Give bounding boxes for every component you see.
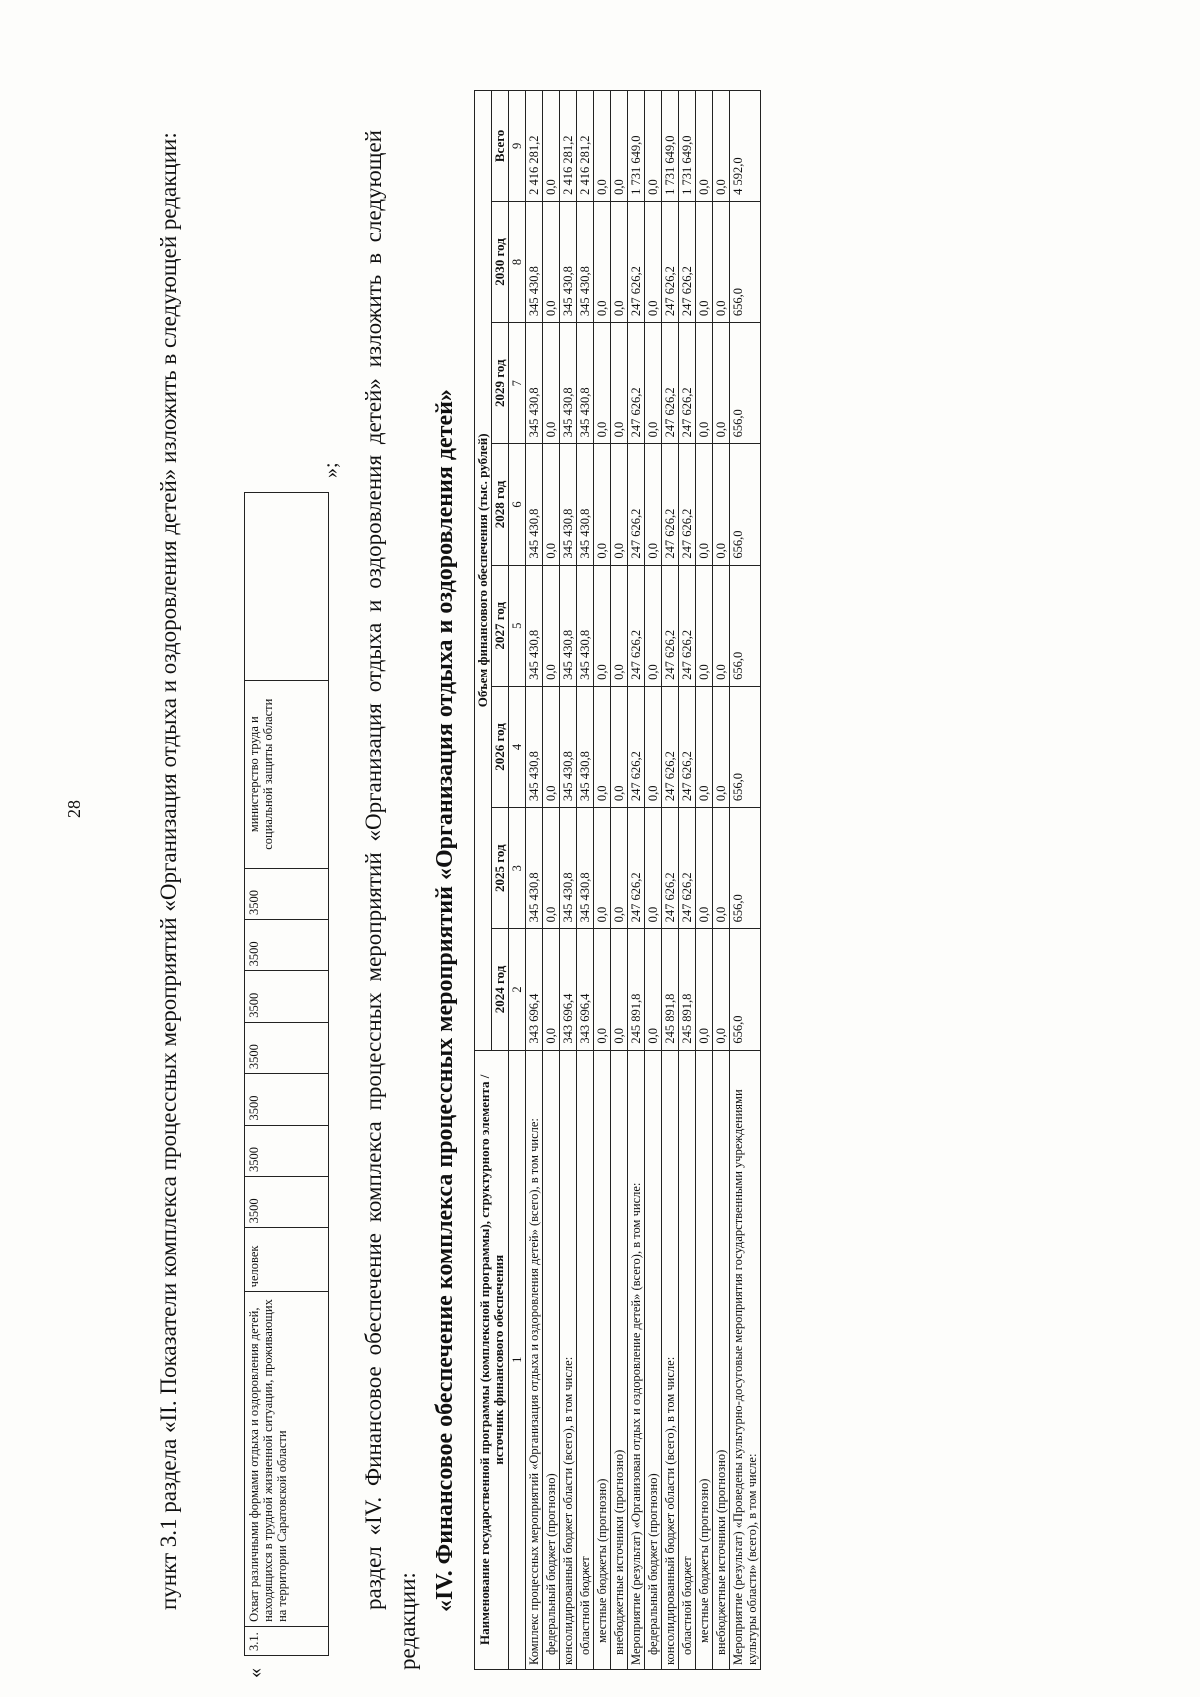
financing-table: [474, 90, 761, 1670]
row-total: 1 731 649,0: [628, 91, 645, 202]
table-row: [645, 91, 662, 1670]
row-value: 0,0: [543, 686, 560, 807]
row-value: 247 626,2: [679, 444, 696, 565]
row-value: 0,0: [611, 929, 628, 1050]
row-value: 0,0: [611, 808, 628, 929]
row-value: 0,0: [696, 201, 713, 322]
indicator-name: Охват различными формами отдыха и оздоровления детей, находящихся в трудной жизненной ситуации, проживающих на территории Саратовской области: [245, 1292, 329, 1627]
row-value: 0,0: [594, 686, 611, 807]
column-index: 5: [509, 565, 526, 686]
row-value: 0,0: [543, 323, 560, 444]
row-value: 0,0: [594, 444, 611, 565]
row-value: 345 430,8: [560, 444, 577, 565]
table-row: [662, 91, 679, 1670]
row-value: 0,0: [713, 808, 730, 929]
row-value: 0,0: [611, 686, 628, 807]
row-name: областной бюджет: [577, 1050, 594, 1669]
table-row: [628, 91, 645, 1670]
row-value: 0,0: [611, 565, 628, 686]
row-value: 343 696,4: [577, 929, 594, 1050]
table-row: [730, 91, 761, 1670]
row-value: 0,0: [713, 565, 730, 686]
indicator-value-2024: 3500: [245, 1176, 329, 1227]
row-value: 345 430,8: [526, 323, 543, 444]
row-value: 656,0: [730, 565, 761, 686]
row-total: 0,0: [645, 91, 662, 202]
header-total: Всего: [492, 91, 509, 202]
section-title: «IV. Финансовое обеспечение комплекса процессных мероприятий «Организация отдыха и оздоровления детей»: [432, 389, 458, 1612]
row-value: 345 430,8: [560, 323, 577, 444]
row-value: 345 430,8: [526, 444, 543, 565]
row-value: 345 430,8: [526, 565, 543, 686]
header-name: Наименование государственной программы (комплексной программы), структурного элемента / источник финансового обеспечения: [475, 1050, 509, 1669]
row-value: 0,0: [645, 686, 662, 807]
table-row: [594, 91, 611, 1670]
open-quote: «: [244, 1668, 266, 1678]
row-value: 345 430,8: [560, 686, 577, 807]
row-value: 0,0: [696, 808, 713, 929]
row-total: 0,0: [611, 91, 628, 202]
header-year: 2030 год: [492, 201, 509, 322]
column-index: 4: [509, 686, 526, 807]
paragraph-financing-text: раздел «IV. Финансовое обеспечение комплекса процессных мероприятий «Организация отдыха и оздоровления детей» изложить в следующей редакции:: [361, 130, 420, 1670]
row-value: 245 891,8: [662, 929, 679, 1050]
row-value: 247 626,2: [628, 201, 645, 322]
row-value: 345 430,8: [560, 201, 577, 322]
row-value: 343 696,4: [560, 929, 577, 1050]
indicator-unit: человек: [245, 1228, 329, 1292]
row-value: 245 891,8: [628, 929, 645, 1050]
row-total: 0,0: [713, 91, 730, 202]
row-value: 0,0: [594, 808, 611, 929]
row-value: 247 626,2: [662, 565, 679, 686]
row-value: 656,0: [730, 686, 761, 807]
row-name: Мероприятие (результат) «Проведены культурно-досуговые мероприятия государственными учреждениями культуры области» (всего), в том числе:: [730, 1050, 761, 1669]
row-value: 247 626,2: [628, 444, 645, 565]
row-value: 0,0: [594, 323, 611, 444]
indicator-value-2026: 3500: [245, 1074, 329, 1125]
column-index: 2: [509, 929, 526, 1050]
column-index: 6: [509, 444, 526, 565]
close-quote: »;: [320, 462, 342, 478]
row-name: Комплекс процессных мероприятий «Организация отдыха и оздоровления детей» (всего), в том числе:: [526, 1050, 543, 1669]
row-value: 0,0: [645, 444, 662, 565]
row-value: 656,0: [730, 808, 761, 929]
indicator-responsible: министерство труда и социальной защиты области: [245, 680, 329, 868]
column-index: 3: [509, 808, 526, 929]
table-row: [526, 91, 543, 1670]
row-value: 656,0: [730, 444, 761, 565]
row-value: 656,0: [730, 201, 761, 322]
row-value: 247 626,2: [662, 808, 679, 929]
indicator-number: 3.1.: [245, 1626, 329, 1655]
table-row: [611, 91, 628, 1670]
row-value: 0,0: [696, 444, 713, 565]
row-value: 345 430,8: [577, 444, 594, 565]
row-value: 0,0: [611, 323, 628, 444]
row-value: 0,0: [713, 929, 730, 1050]
row-value: 0,0: [713, 444, 730, 565]
row-value: 0,0: [543, 808, 560, 929]
row-value: 345 430,8: [526, 201, 543, 322]
row-value: 0,0: [696, 686, 713, 807]
indicator-value-2027: 3500: [245, 1022, 329, 1073]
row-value: 247 626,2: [679, 201, 696, 322]
row-value: 247 626,2: [628, 686, 645, 807]
row-total: 1 731 649,0: [679, 91, 696, 202]
row-total: 4 592,0: [730, 91, 761, 202]
row-value: 0,0: [611, 444, 628, 565]
row-value: 247 626,2: [628, 323, 645, 444]
table-row: [679, 91, 696, 1670]
row-value: 0,0: [543, 444, 560, 565]
row-value: 343 696,4: [526, 929, 543, 1050]
row-value: 0,0: [696, 929, 713, 1050]
table-index-row: [509, 91, 526, 1670]
column-index: 7: [509, 323, 526, 444]
header-year: 2026 год: [492, 686, 509, 807]
row-value: 345 430,8: [577, 201, 594, 322]
row-name: местные бюджеты (прогнозно): [696, 1050, 713, 1669]
row-value: 247 626,2: [679, 565, 696, 686]
indicator-table: [244, 492, 329, 1656]
row-value: 0,0: [713, 686, 730, 807]
indicator-block: [244, 130, 344, 1678]
row-value: 247 626,2: [679, 323, 696, 444]
table-row: [577, 91, 594, 1670]
row-value: 345 430,8: [526, 808, 543, 929]
header-year: 2024 год: [492, 929, 509, 1050]
indicator-value-2025: 3500: [245, 1125, 329, 1176]
row-value: 345 430,8: [577, 808, 594, 929]
row-value: 345 430,8: [577, 686, 594, 807]
row-value: 0,0: [611, 201, 628, 322]
rotated-page-content: [152, 129, 1152, 1678]
row-value: 247 626,2: [679, 808, 696, 929]
table-row: [560, 91, 577, 1670]
table-header-row: [475, 91, 492, 1670]
row-name: внебюджетные источники (прогнозно): [713, 1050, 730, 1669]
row-value: 0,0: [713, 201, 730, 322]
row-value: 0,0: [645, 565, 662, 686]
indicator-value-2029: 3500: [245, 919, 329, 970]
row-value: 0,0: [543, 201, 560, 322]
header-year: 2027 год: [492, 565, 509, 686]
row-value: 656,0: [730, 323, 761, 444]
row-name: федеральный бюджет (прогнозно): [543, 1050, 560, 1669]
row-value: 345 430,8: [560, 565, 577, 686]
row-name: внебюджетные источники (прогнозно): [611, 1050, 628, 1669]
paragraph-indicators: [152, 130, 186, 1670]
row-total: 2 416 281,2: [560, 91, 577, 202]
row-total: 2 416 281,2: [526, 91, 543, 202]
indicator-value-2030: 3500: [245, 868, 329, 919]
indicator-row: [245, 493, 329, 1656]
row-value: 0,0: [594, 565, 611, 686]
column-index: 9: [509, 91, 526, 202]
row-value: 245 891,8: [679, 929, 696, 1050]
indicator-empty-cell: [245, 493, 329, 681]
table-row: [713, 91, 730, 1670]
row-name: консолидированный бюджет области (всего), в том числе:: [662, 1050, 679, 1669]
row-value: 0,0: [645, 201, 662, 322]
row-name: консолидированный бюджет области (всего), в том числе:: [560, 1050, 577, 1669]
row-value: 656,0: [730, 929, 761, 1050]
row-total: 0,0: [594, 91, 611, 202]
row-value: 345 430,8: [560, 808, 577, 929]
row-value: 247 626,2: [662, 686, 679, 807]
row-value: 0,0: [696, 323, 713, 444]
row-value: 345 430,8: [577, 565, 594, 686]
row-value: 0,0: [594, 201, 611, 322]
row-name: федеральный бюджет (прогнозно): [645, 1050, 662, 1669]
row-value: 247 626,2: [628, 808, 645, 929]
row-name: областной бюджет: [679, 1050, 696, 1669]
row-name: Мероприятие (результат) «Организован отдых и оздоровление детей» (всего), в том числе:: [628, 1050, 645, 1669]
header-year: 2025 год: [492, 808, 509, 929]
row-value: 247 626,2: [662, 323, 679, 444]
paragraph-indicators-text: пункт 3.1 раздела «II. Показатели комплекса процессных мероприятий «Организация отдыха и оздоровления детей» изложить в следующей редакции:: [156, 132, 181, 1610]
header-volume: Объем финансового обеспечения (тыс. рублей): [475, 91, 492, 1051]
paragraph-financing: [357, 130, 425, 1670]
row-value: 0,0: [594, 929, 611, 1050]
row-value: 247 626,2: [662, 444, 679, 565]
row-total: 0,0: [543, 91, 560, 202]
row-total: 2 416 281,2: [577, 91, 594, 202]
row-total: 1 731 649,0: [662, 91, 679, 202]
row-value: 0,0: [645, 808, 662, 929]
row-value: 345 430,8: [577, 323, 594, 444]
row-value: 247 626,2: [628, 565, 645, 686]
row-value: 0,0: [713, 323, 730, 444]
table-row: [543, 91, 560, 1670]
row-value: 0,0: [645, 929, 662, 1050]
header-year: 2029 год: [492, 323, 509, 444]
row-value: 247 626,2: [662, 201, 679, 322]
page-number: 28: [64, 800, 84, 818]
row-value: 345 430,8: [526, 686, 543, 807]
row-total: 0,0: [696, 91, 713, 202]
column-index: 1: [509, 1050, 526, 1669]
row-value: 247 626,2: [679, 686, 696, 807]
row-value: 0,0: [543, 929, 560, 1050]
table-row: [696, 91, 713, 1670]
row-name: местные бюджеты (прогнозно): [594, 1050, 611, 1669]
row-value: 0,0: [696, 565, 713, 686]
financing-table-body: [526, 91, 761, 1670]
indicator-value-2028: 3500: [245, 971, 329, 1022]
header-year: 2028 год: [492, 444, 509, 565]
row-value: 0,0: [645, 323, 662, 444]
column-index: 8: [509, 201, 526, 322]
row-value: 0,0: [543, 565, 560, 686]
